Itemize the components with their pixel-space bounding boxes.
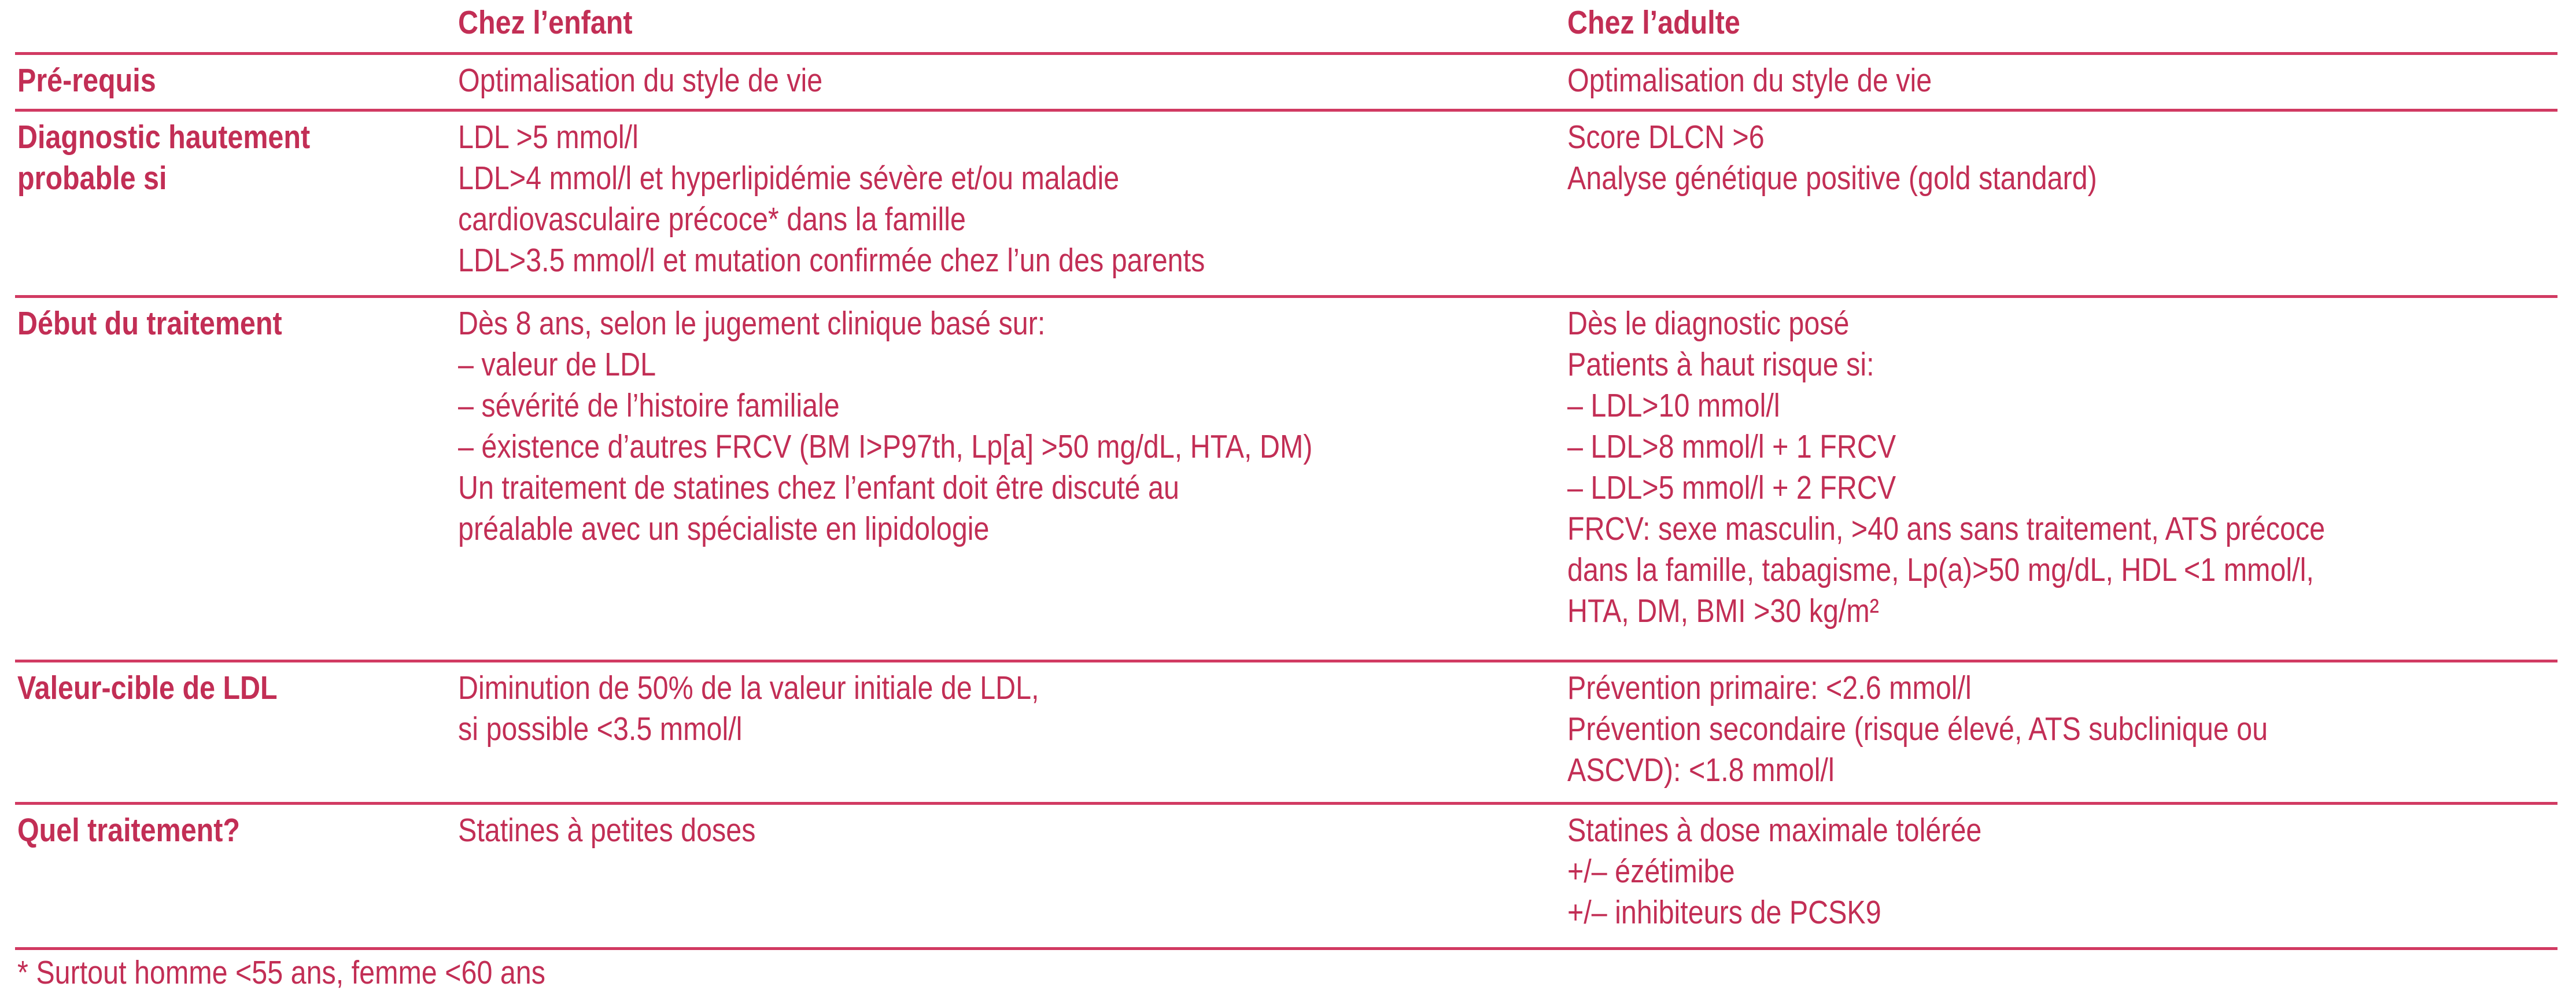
text-line: Statines à petites doses (458, 812, 756, 849)
cell-adulte-debut-traitement (1565, 303, 2557, 660)
row-label-diagnostic (15, 117, 456, 295)
text-line: – LDL>5 mmol/l + 2 FRCV (1567, 469, 1896, 506)
text-line: Dès 8 ans, selon le jugement clinique basé sur: (458, 305, 1046, 342)
text-line: – éxistence d’autres FRCV (BM I>P97th, Lp[a] >50 mg/dL, HTA, DM) (458, 428, 1313, 465)
table-body (15, 52, 2557, 950)
text-line: Un traitement de statines chez l’enfant doit être discuté au (458, 469, 1179, 506)
text-line: probable si (17, 160, 167, 197)
guidelines-table-page (15, 0, 2557, 993)
text-line: ASCVD): <1.8 mmol/l (1567, 752, 1835, 789)
text-line: Optimalisation du style de vie (458, 62, 823, 99)
text-line: Quel traitement? (17, 812, 240, 849)
column-header-adulte (1565, 2, 2557, 52)
table-header-row (15, 0, 2557, 52)
column-header-adulte-label: Chez l’adulte (1567, 4, 1740, 41)
text-line: si possible <3.5 mmol/l (458, 711, 743, 748)
footnote (15, 952, 2557, 993)
text-line: – valeur de LDL (458, 346, 656, 383)
cell-adulte-valeur-cible (1565, 668, 2557, 802)
text-line: +/– inhibiteurs de PCSK9 (1567, 894, 1881, 931)
footnote-text: * Surtout homme <55 ans, femme <60 ans (17, 954, 545, 991)
text-line: – sévérité de l’histoire familiale (458, 387, 840, 424)
text-line: Patients à haut risque si: (1567, 346, 1874, 383)
text-line: HTA, DM, BMI >30 kg/m² (1567, 592, 1879, 629)
text-line: +/– ézétimibe (1567, 853, 1735, 890)
text-line: Score DLCN >6 (1567, 119, 1765, 156)
text-line: Optimalisation du style de vie (1567, 62, 1932, 99)
text-line: LDL>4 mmol/l et hyperlipidémie sévère et/ou maladie (458, 160, 1120, 197)
cell-enfant-quel-traitement (456, 810, 1565, 947)
text-line: Valeur-cible de LDL (17, 669, 278, 706)
text-line: LDL >5 mmol/l (458, 119, 639, 156)
table-row-quel-traitement (15, 802, 2557, 950)
cell-enfant-debut-traitement (456, 303, 1565, 660)
cell-adulte-diagnostic (1565, 117, 2557, 295)
text-line: Début du traitement (17, 305, 282, 342)
text-line: Prévention primaire: <2.6 mmol/l (1567, 669, 1972, 706)
cell-adulte-quel-traitement (1565, 810, 2557, 947)
table-row-diagnostic (15, 109, 2557, 295)
row-label-valeur-cible (15, 668, 456, 802)
table-row-pre-requis (15, 52, 2557, 109)
text-line: Prévention secondaire (risque élevé, ATS subclinique ou (1567, 711, 2268, 748)
cell-adulte-pre-requis (1565, 60, 2557, 109)
text-line: dans la famille, tabagisme, Lp(a)>50 mg/dL, HDL <1 mmol/l, (1567, 551, 2314, 588)
text-line: LDL>3.5 mmol/l et mutation confirmée chez l’un des parents (458, 242, 1205, 279)
text-line: Statines à dose maximale tolérée (1567, 812, 1982, 849)
text-line: Diminution de 50% de la valeur initiale de LDL, (458, 669, 1039, 706)
text-line: cardiovasculaire précoce* dans la famille (458, 201, 966, 238)
row-label-quel-traitement (15, 810, 456, 947)
text-line: FRCV: sexe masculin, >40 ans sans traitement, ATS précoce (1567, 510, 2326, 547)
cell-enfant-pre-requis (456, 60, 1565, 109)
text-line: préalable avec un spécialiste en lipidologie (458, 510, 990, 547)
column-header-enfant-label: Chez l’enfant (458, 4, 633, 41)
table-row-debut-traitement (15, 295, 2557, 660)
cell-enfant-valeur-cible (456, 668, 1565, 802)
text-line: Dès le diagnostic posé (1567, 305, 1850, 342)
text-line: – LDL>8 mmol/l + 1 FRCV (1567, 428, 1896, 465)
column-header-enfant (456, 2, 1565, 52)
text-line: Analyse génétique positive (gold standard) (1567, 160, 2097, 197)
text-line: – LDL>10 mmol/l (1567, 387, 1780, 424)
column-header-empty (15, 2, 456, 52)
row-label-pre-requis (15, 60, 456, 109)
row-label-debut-traitement (15, 303, 456, 660)
text-line: Pré-requis (17, 62, 156, 99)
text-line: Diagnostic hautement (17, 119, 311, 156)
table-row-valeur-cible (15, 660, 2557, 802)
cell-enfant-diagnostic (456, 117, 1565, 295)
fh-treatment-table (15, 0, 2557, 950)
